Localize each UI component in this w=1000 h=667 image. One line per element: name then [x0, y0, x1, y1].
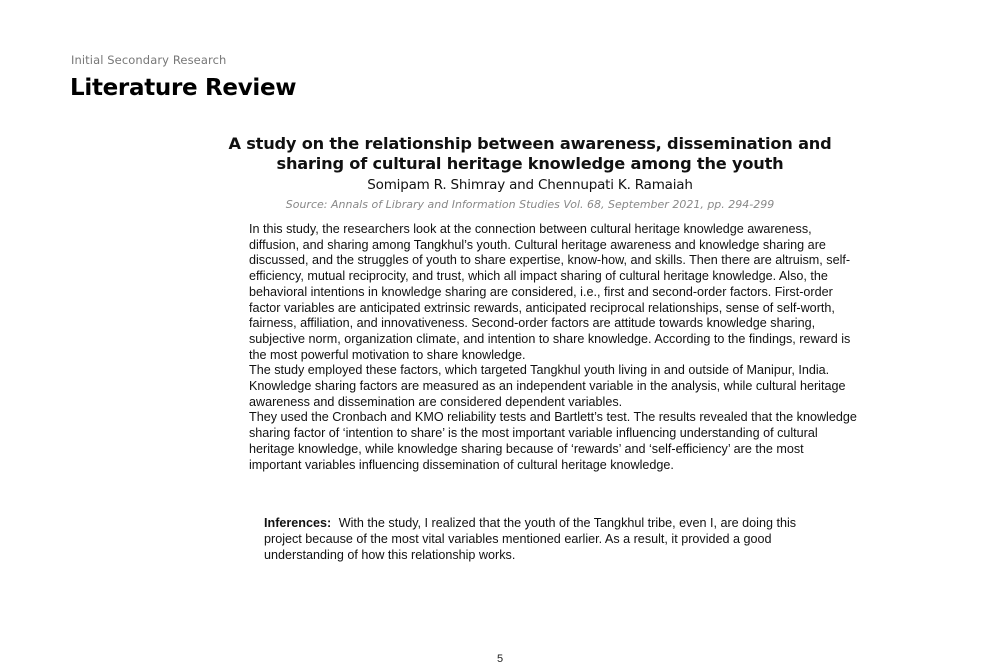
summary-paragraph: In this study, the researchers look at the connection between cultural heritage knowledge awareness, diffusion, and sharing among Tangkhul’s youth. Cultural heritage awareness and knowledge sharing are discussed, and the struggles of youth to share expertise, know-how, and skills. Then there are altruism, self-efficiency, mutual reciprocity, and trust, which all impact sharing of cultural heritage knowledge. Also, the behavioral intentions in knowledge sharing are considered, i.e., first and second-order factors. First-order factor variables are anticipated extrinsic rewards, anticipated reciprocal relationships, sense of self-worth, fairness, affiliation, and innovativeness. Second-order factors are attitude towards knowledge sharing, subjective norm, organization climate, and intention to share knowledge. According to the findings, reward is the most powerful motivation to share knowledge. — [249, 222, 851, 362]
article-title: A study on the relationship between awareness, dissemination and sharing of cultural heritage knowledge among the youth — [228, 134, 832, 173]
article-summary — [249, 222, 859, 473]
inferences-block — [264, 516, 834, 563]
summary-paragraph: They used the Cronbach and KMO reliability tests and Bartlett’s test. The results revealed that the knowledge sharing factor of ‘intention to share’ is the most important variable influencing understanding of cultural heritage knowledge, while knowledge sharing because of ‘rewards’ and ‘self-efficiency’ are the most important variables influencing dissemination of cultural heritage knowledge. — [249, 410, 857, 472]
inferences-label: Inferences: — [264, 516, 332, 530]
section-label: Initial Secondary Research — [71, 53, 227, 67]
article-source: Source: Annals of Library and Information Studies Vol. 68, September 2021, pp. 294-299 — [285, 198, 775, 211]
inferences-text: With the study, I realized that the youth of the Tangkhul tribe, even I, are doing this project because of the most vital variables mentioned earlier. As a result, it provided a good understanding of how this relationship works. — [264, 516, 797, 562]
page-number: 5 — [496, 653, 504, 665]
page-title: Literature Review — [70, 75, 297, 101]
article-authors: Somipam R. Shimray and Chennupati K. Ramaiah — [367, 177, 693, 193]
summary-paragraph: The study employed these factors, which targeted Tangkhul youth living in and outside of Manipur, India. Knowledge sharing factors are measured as an independent variable in the analysis, while cultural heritage awareness and dissemination are considered dependent variables. — [249, 363, 846, 409]
